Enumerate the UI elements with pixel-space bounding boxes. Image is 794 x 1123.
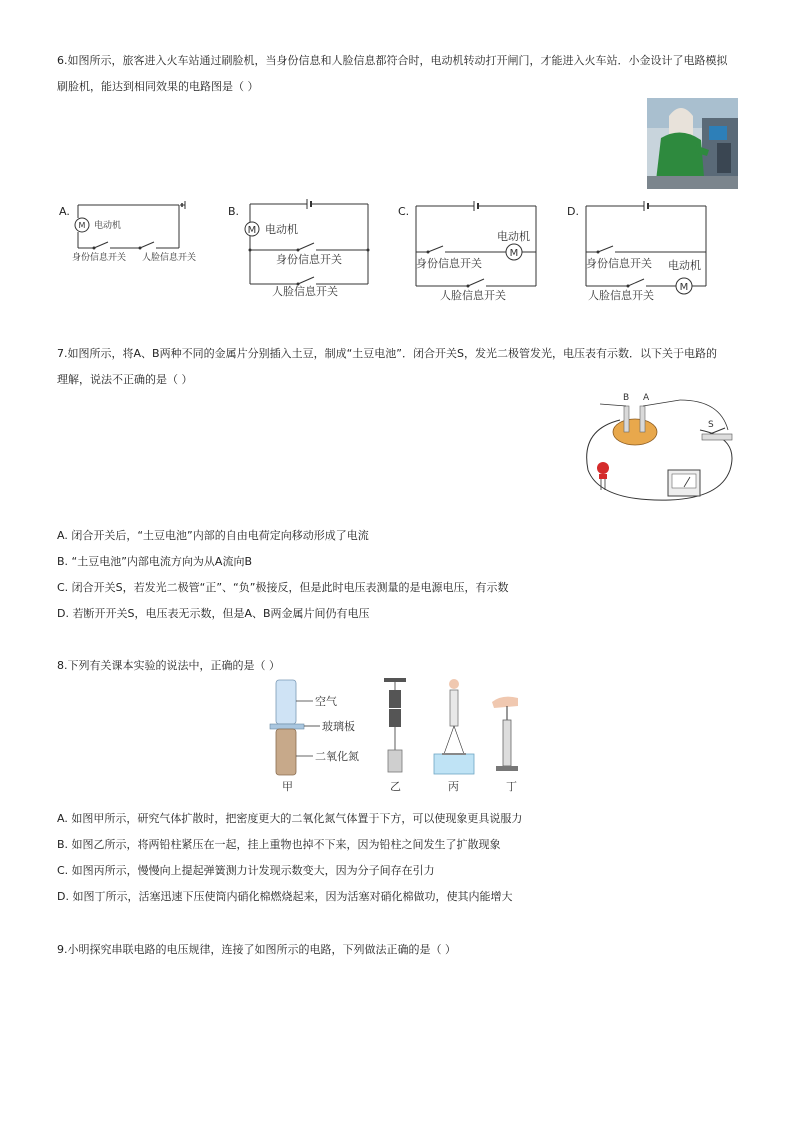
circuit-a-switch2-label: 人脸信息开关 xyxy=(142,253,197,263)
label-jia: 甲 xyxy=(282,780,293,793)
electrode-b-label: B xyxy=(623,393,630,403)
label-air: 空气 xyxy=(315,695,337,708)
q8-option-a: A. 如图甲所示，研究气体扩散时，把密度更大的二氧化氮气体置于下方，可以使现象更具说服力 xyxy=(57,812,523,825)
q7-stem-line1: 7.如图所示，将A、B两种不同的金属片分别插入土豆，制成“土豆电池”．闭合开关S，发光二极管发光，电压表有示数．以下关于电路的 xyxy=(57,347,717,360)
circuit-b-switch2-label: 人脸信息开关 xyxy=(272,285,338,298)
label-glass-plate: 玻璃板 xyxy=(322,720,355,733)
circuit-d-motor-symbol: M xyxy=(679,282,689,293)
circuit-b-motor-label: 电动机 xyxy=(265,223,298,236)
potato-battery-figure xyxy=(580,390,750,510)
q6-option-c-label: C. xyxy=(398,205,410,218)
q8-stem: 8.下列有关课本实验的说法中，正确的是（ ） xyxy=(57,659,280,672)
q7-option-b: B. “土豆电池”内部电流方向为从A流向B xyxy=(57,555,253,568)
circuit-b-switch1-label: 身份信息开关 xyxy=(276,253,342,266)
circuit-c-switch2-label: 人脸信息开关 xyxy=(440,289,506,302)
q8-option-c: C. 如图丙所示，慢慢向上提起弹簧测力计发现示数变大，因为分子间存在引力 xyxy=(57,864,435,877)
circuit-c xyxy=(412,198,542,303)
label-bing: 丙 xyxy=(448,780,459,793)
circuit-d xyxy=(582,198,712,303)
circuit-d-motor-label: 电动机 xyxy=(668,259,701,272)
q6-option-d-label: D. xyxy=(567,205,579,218)
circuit-a-switch1-label: 身份信息开关 xyxy=(72,253,127,263)
circuit-d-switch2-label: 人脸信息开关 xyxy=(588,289,654,302)
q6-stem-line1: 6.如图所示，旅客进入火车站通过刷脸机，当身份信息和人脸信息都符合时，电动机转动打开闸门，才能进入火车站．小金设计了电路模拟 xyxy=(57,54,728,67)
q7-stem-line2: 理解，说法不正确的是（ ） xyxy=(57,373,193,386)
q6-stem-line2: 刷脸机，能达到相同效果的电路图是（ ） xyxy=(57,80,259,93)
q6-option-b-label: B. xyxy=(228,205,240,218)
q8-option-d: D. 如图丁所示，活塞迅速下压使筒内硝化棉燃烧起来，因为活塞对硝化棉做功，使其内能增大 xyxy=(57,890,513,903)
circuit-d-switch1-label: 身份信息开关 xyxy=(586,257,652,270)
circuit-b-motor-symbol: M xyxy=(247,225,257,236)
circuit-c-motor-label: 电动机 xyxy=(497,230,530,243)
circuit-a-motor-label: 电动机 xyxy=(94,221,122,231)
q7-option-c: C. 闭合开关S，若发光二极管“正”、“负”极接反，但是此时电压表测量的是电源电压，有示数 xyxy=(57,581,509,594)
experiments-figure xyxy=(268,676,548,796)
switch-s-label: S xyxy=(708,420,714,430)
circuit-c-motor-symbol: M xyxy=(509,248,519,259)
q7-option-a: A. 闭合开关后，“土豆电池”内部的自由电荷定向移动形成了电流 xyxy=(57,529,369,542)
q9-stem: 9.小明探究串联电路的电压规律，连接了如图所示的电路，下列做法正确的是（ ） xyxy=(57,943,456,956)
electrode-a-label: A xyxy=(643,393,650,403)
circuit-a xyxy=(72,200,212,270)
q8-option-b: B. 如图乙所示，将两铅柱紧压在一起，挂上重物也掉不下来，因为铅柱之间发生了扩散现象 xyxy=(57,838,501,851)
label-yi: 乙 xyxy=(390,780,401,793)
label-no2: 二氧化氮 xyxy=(315,750,359,763)
face-scanner-photo xyxy=(647,98,738,189)
circuit-b xyxy=(240,198,370,298)
circuit-a-motor-symbol: M xyxy=(78,221,86,230)
label-ding: 丁 xyxy=(506,780,517,793)
q7-option-d: D. 若断开开关S，电压表无示数，但是A、B两金属片间仍有电压 xyxy=(57,607,370,620)
q6-option-a-label: A. xyxy=(59,205,70,218)
circuit-c-switch1-label: 身份信息开关 xyxy=(416,257,482,270)
